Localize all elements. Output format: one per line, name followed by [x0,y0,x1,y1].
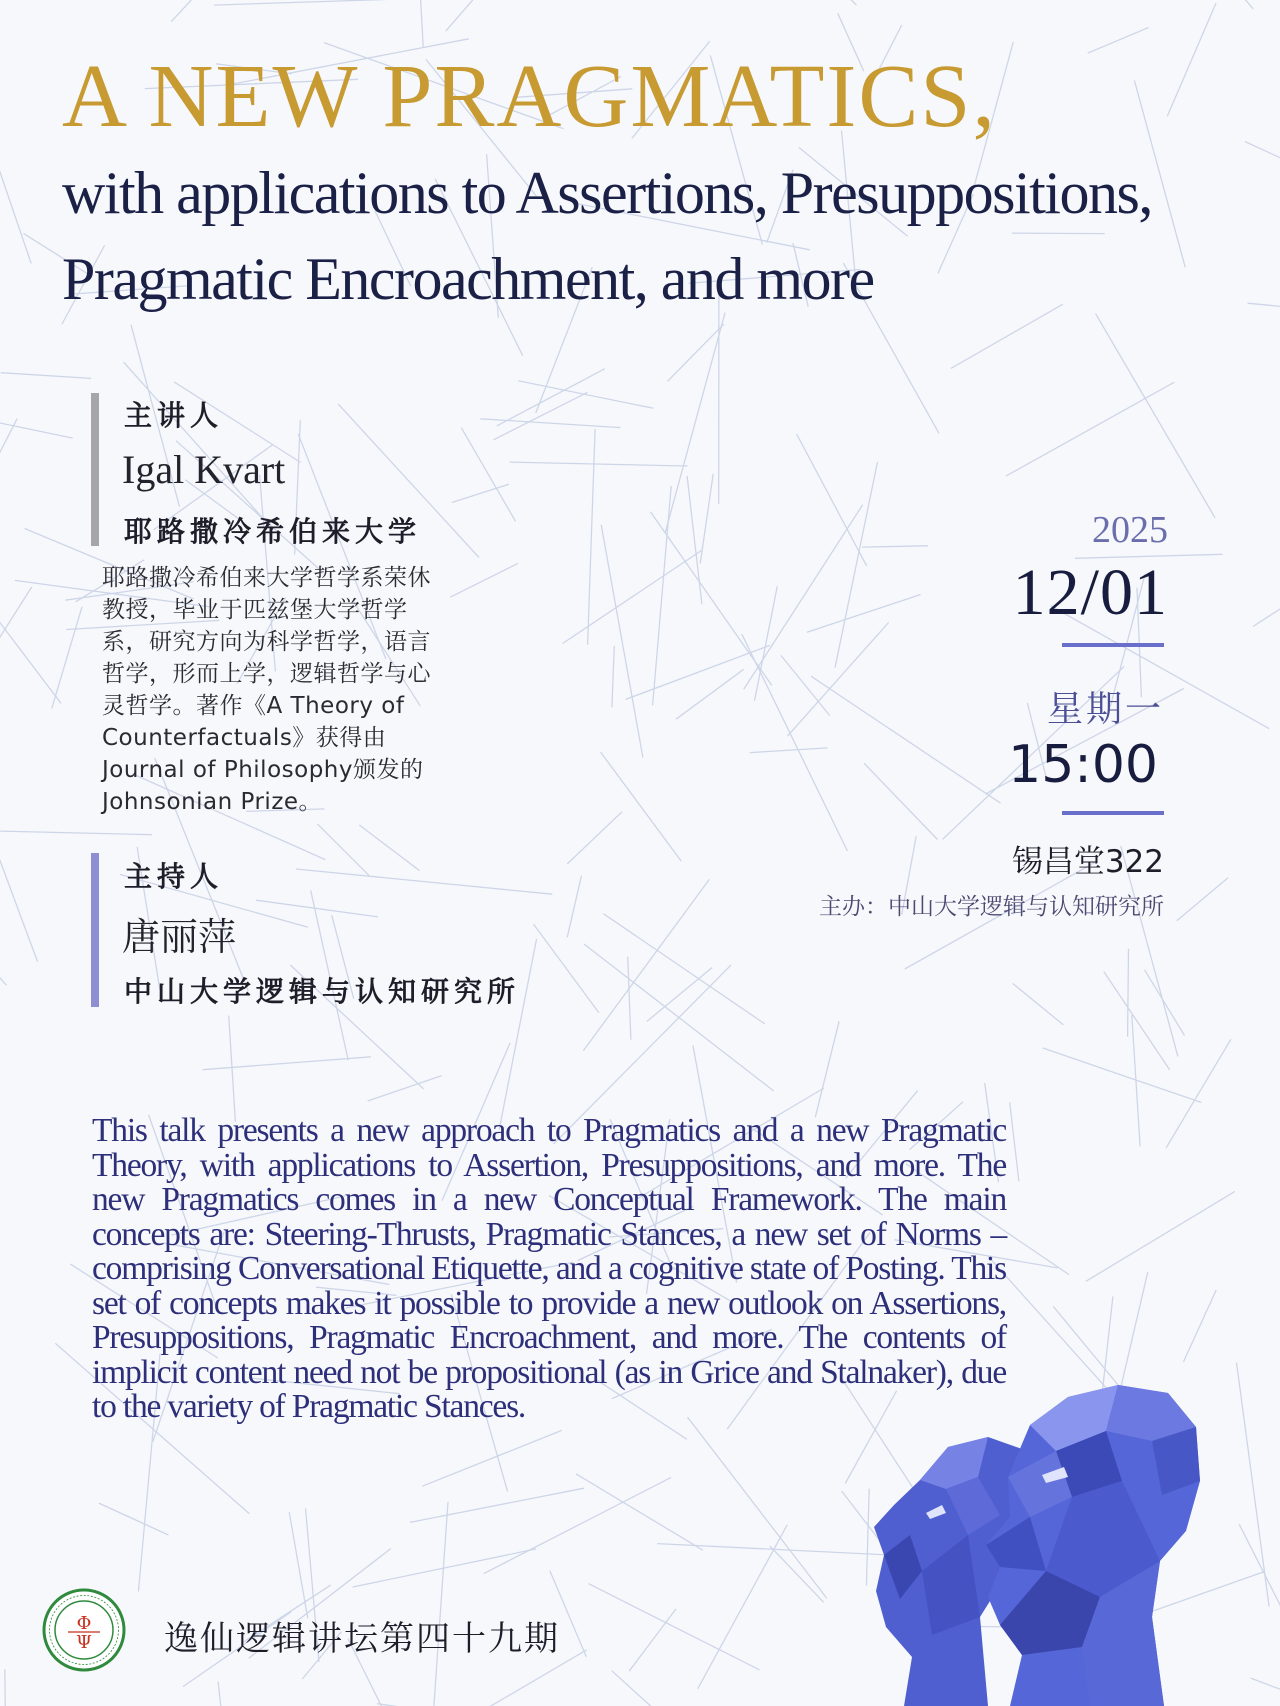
background-line [1010,1102,1019,1181]
background-line [628,957,631,1040]
background-line [317,824,369,876]
host-accent-bar [91,853,99,1007]
background-line [510,462,688,466]
background-line [668,324,724,381]
background-line [612,1671,792,1706]
background-line [99,1503,169,1535]
background-line [450,563,518,597]
svg-text:Ψ: Ψ [76,1632,92,1653]
background-line [665,313,725,533]
background-line [563,550,703,644]
event-organizer: 主办：中山大学逻辑与认知研究所 [819,894,1164,920]
background-line [783,0,856,5]
background-line [626,645,770,699]
event-date: 12/01 [1012,556,1168,629]
time-divider [1062,811,1164,815]
host-label: 主持人 [124,860,224,893]
background-line [359,825,419,871]
background-line [0,831,152,835]
background-line [576,1474,703,1550]
background-line [214,0,442,5]
background-line [256,900,378,917]
background-line [5,1669,7,1706]
background-line [750,748,828,753]
speaker-accent-bar [91,393,99,546]
speaker-bio: 耶路撒冷希伯来大学哲学系荣休教授，毕业于匹兹堡大学哲学系，研究方向为科学哲学，语言哲学，形而上学，逻辑哲学与心灵哲学。著作《A Theory of Counterfactuals》获得由Journal of Philosophy颁发的Johnsonian Prize。 [102,565,431,815]
background-line [567,876,581,938]
background-line [1245,142,1280,236]
background-line [988,1256,1120,1404]
host-name: 唐丽萍 [122,915,237,959]
background-line [601,525,643,758]
event-year: 2025 [1092,509,1168,551]
sculpture-heads-illustration [860,1385,1280,1706]
background-line [1104,972,1170,1070]
background-line [229,1016,236,1122]
background-line [1088,28,1149,54]
background-line [499,939,536,1130]
background-line [815,1021,839,1117]
background-line [588,1584,759,1670]
background-line [1248,303,1280,311]
poster-title: A NEW PRAGMATICS, [62,47,997,146]
background-line [687,476,702,604]
background-line [588,429,596,645]
poster-subtitle: with applications to Assertions, Presuppositions, Pragmatic Encroachment, and more [62,160,1152,312]
background-line [0,406,73,438]
event-weekday: 星期一 [1046,689,1164,730]
background-line [0,773,38,962]
event-venue: 锡昌堂322 [1011,844,1164,880]
background-line [1013,983,1064,1025]
background-line [0,825,7,986]
background-line [446,0,519,31]
talk-abstract: This talk presents a new approach to Pragmatics and a new Pragmatic Theory, with applications to Assertion, Presuppositions, and more. The new Pragmatics comes in a new Conceptual Framework. The main concepts are: Steering-Thrusts, Pragmatic Stances, a new set of Norms – comprising Conversational Etiquette, and a cognitive state of Posting. This set of concepts makes it possible to provide a new outlook on Assertions, Presuppositions, Pragmatic Encroachment, and more. The contents of implicit content need not be propositional (as in Grice and Stalnaker), due to the variety of Pragmatic Stances. [92,1112,1006,1425]
background-line [567,812,622,864]
background-line [484,1477,671,1573]
speaker-name: Igal Kvart [122,447,286,492]
background-line [807,595,921,633]
background-line [410,1488,584,1522]
background-line [1128,949,1129,1037]
background-line [171,0,313,22]
background-line [218,1682,234,1706]
background-line [770,1546,824,1602]
background-line [1006,382,1174,476]
background-line [744,505,863,689]
background-line [1202,0,1254,9]
background-line [583,879,709,1050]
background-line [203,1057,371,1070]
background-line [688,1417,827,1598]
background-line [1,373,91,379]
background-line [0,587,32,736]
background-line [1086,1191,1235,1281]
background-line [0,547,61,703]
svg-text:Φ: Φ [76,1613,92,1634]
background-line [124,362,270,526]
background-line [601,752,682,861]
lecture-series-title: 逸仙逻辑讲坛第四十九期 [164,1619,560,1659]
background-line [629,1609,676,1671]
background-line [781,656,830,716]
speaker-label: 主讲人 [124,399,224,432]
background-line [612,646,614,708]
background-line [835,462,878,668]
background-line [452,484,509,502]
background-line [534,924,599,1012]
date-divider [1062,643,1164,647]
background-line [1167,3,1216,116]
institute-seal-logo-icon [42,1588,126,1672]
background-line [497,369,605,426]
background-line [419,0,423,47]
background-line [434,1502,448,1706]
host-affiliation: 中山大学逻辑与认知研究所 [124,975,521,1008]
background-line [862,546,928,547]
background-line [296,869,552,894]
background-line [368,1076,442,1101]
background-line [811,676,1001,803]
background-line [1183,1290,1216,1362]
background-line [1145,970,1185,1036]
background-line [788,623,889,737]
background-line [864,763,938,839]
background-line [0,419,17,494]
background-line [52,607,82,709]
speaker-affiliation: 耶路撒冷希伯来大学 [124,515,422,548]
background-line [461,428,515,522]
background-line [1253,515,1280,626]
background-line [797,434,867,566]
event-time: 15:00 [1008,735,1158,795]
background-line [1177,878,1228,921]
